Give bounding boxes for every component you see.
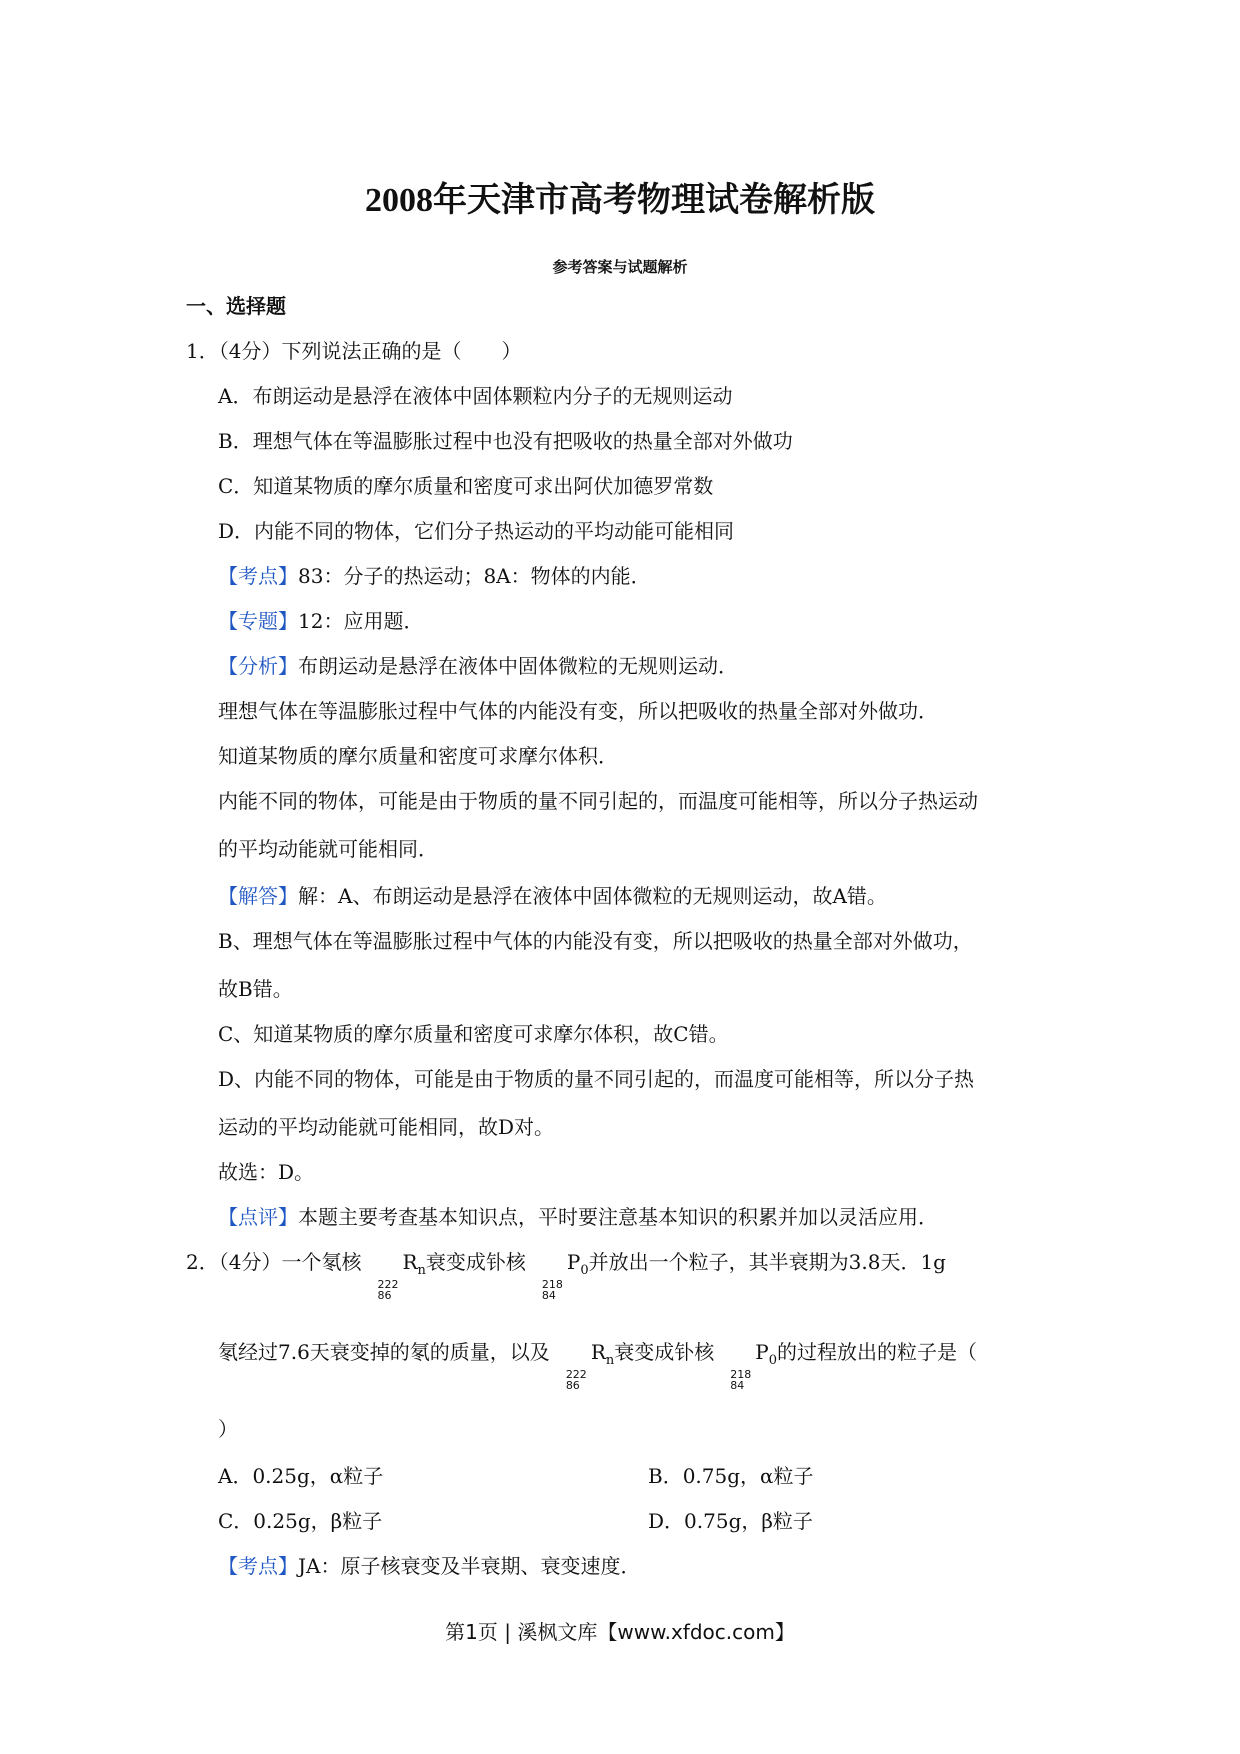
zhuanti-tag: 【专题】 — [218, 609, 298, 633]
page-title: 2008年天津市高考物理试卷解析版 — [365, 182, 875, 219]
rn-mass-number: 222 — [565, 1368, 587, 1381]
radon-nuclide-indices — [377, 1279, 398, 1301]
section-heading: 一、选择题 — [186, 294, 286, 318]
jieda-tag: 【解答】 — [218, 884, 298, 908]
zhuanti-text: 12：应用题． — [298, 609, 424, 633]
q2-option-d: D．0.75g，β粒子 — [648, 1509, 813, 1533]
jieda-line: C、知道某物质的摩尔质量和密度可求摩尔体积，故C错。 — [218, 1022, 729, 1046]
dianping-text: 本题主要考查基本知识点，平时要注意基本知识的积累并加以灵活应用． — [298, 1205, 938, 1229]
q2-option-a: A．0.25g，α粒子 — [218, 1464, 384, 1488]
rn-symbol: R — [402, 1250, 418, 1274]
fenxi-tag: 【分析】 — [218, 654, 298, 678]
q1-option-c: C．知道某物质的摩尔质量和密度可求出阿伏加德罗常数 — [218, 474, 714, 498]
jieda-line: 解：A、布朗运动是悬浮在液体中固体微粒的无规则运动，故A错。 — [298, 884, 887, 908]
q2-stem-part: 衰变成钋核 — [425, 1250, 526, 1274]
q1-dianping — [218, 1201, 938, 1230]
q2-stem-part: 的过程放出的粒子是（ — [777, 1340, 977, 1364]
q2-option-b: B．0.75g，α粒子 — [648, 1464, 814, 1488]
kaodian-tag: 【考点】 — [218, 564, 298, 588]
jieda-line: 故B错。 — [218, 977, 293, 1001]
page-subtitle: 参考答案与试题解析 — [552, 258, 688, 276]
rn-mass-number: 222 — [377, 1278, 399, 1291]
rn-atomic-number: 86 — [565, 1379, 580, 1392]
fenxi-line: 理想气体在等温膨胀过程中气体的内能没有变，所以把吸收的热量全部对外做功． — [218, 699, 938, 723]
q2-stem-part: 衰变成钋核 — [614, 1340, 715, 1364]
rn-symbol-sub: n — [605, 1353, 615, 1368]
q1-option-a: A．布朗运动是悬浮在液体中固体颗粒内分子的无规则运动 — [218, 384, 733, 408]
jieda-line: B、理想气体在等温膨胀过程中气体的内能没有变，所以把吸收的热量全部对外做功， — [218, 929, 973, 953]
rn-atomic-number: 86 — [377, 1289, 392, 1302]
q2-option-c: C．0.25g，β粒子 — [218, 1509, 383, 1533]
jieda-line: 故选：D。 — [218, 1160, 315, 1184]
po-mass-number: 218 — [730, 1368, 752, 1381]
dianping-tag: 【点评】 — [218, 1205, 298, 1229]
q1-stem: 1．（4分）下列说法正确的是（ ） — [186, 339, 522, 363]
po-symbol: P — [755, 1340, 769, 1364]
fenxi-line: 布朗运动是悬浮在液体中固体微粒的无规则运动． — [298, 654, 738, 678]
fenxi-line: 内能不同的物体，可能是由于物质的量不同引起的，而温度可能相等，所以分子热运动 — [218, 789, 978, 813]
q1-option-d: D．内能不同的物体，它们分子热运动的平均动能可能相同 — [218, 519, 735, 543]
q1-jieda — [218, 880, 887, 909]
rn-symbol: R — [590, 1340, 606, 1364]
q2-stem-part: 2．（4分）一个氡核 — [186, 1250, 362, 1274]
fenxi-line: 知道某物质的摩尔质量和密度可求摩尔体积． — [218, 744, 618, 768]
po-mass-number: 218 — [541, 1278, 563, 1291]
q2-stem-part: 并放出一个粒子，其半衰期为3.8天．1g — [588, 1250, 946, 1274]
kaodian-tag: 【考点】 — [218, 1554, 298, 1578]
rn-symbol-sub: n — [417, 1263, 426, 1278]
polonium-nuclide-indices — [730, 1369, 751, 1391]
q1-kaodian — [218, 560, 651, 589]
po-symbol: P — [566, 1250, 581, 1274]
po-symbol-sub: 0 — [580, 1263, 589, 1278]
po-atomic-number: 84 — [541, 1289, 556, 1302]
q2-kaodian — [218, 1550, 640, 1579]
q2-stem-line3: ） — [218, 1417, 238, 1441]
page-footer: 第1页 | 溪枫文库【www.xfdoc.com】 — [445, 1620, 795, 1644]
po-atomic-number: 84 — [730, 1379, 745, 1392]
q1-option-b: B．理想气体在等温膨胀过程中也没有把吸收的热量全部对外做功 — [218, 429, 793, 453]
q1-zhuanti — [218, 605, 423, 634]
q1-fenxi — [218, 650, 738, 679]
jieda-line: D、内能不同的物体，可能是由于物质的量不同引起的，而温度可能相等，所以分子热 — [218, 1067, 975, 1091]
q2-stem-part: 氡经过7.6天衰变掉的氡的质量，以及 — [218, 1340, 550, 1364]
radon-nuclide-indices — [566, 1369, 587, 1391]
kaodian-text: 83：分子的热运动；8A：物体的内能． — [298, 564, 651, 588]
kaodian-text: JA：原子核衰变及半衰期、衰变速度． — [298, 1554, 641, 1578]
q2-stem-line2 — [218, 1336, 977, 1391]
po-symbol-sub: 0 — [768, 1353, 777, 1368]
q2-stem — [186, 1246, 946, 1301]
jieda-line: 运动的平均动能就可能相同，故D对。 — [218, 1115, 555, 1139]
fenxi-line: 的平均动能就可能相同． — [218, 837, 438, 861]
polonium-nuclide-indices — [542, 1279, 563, 1301]
